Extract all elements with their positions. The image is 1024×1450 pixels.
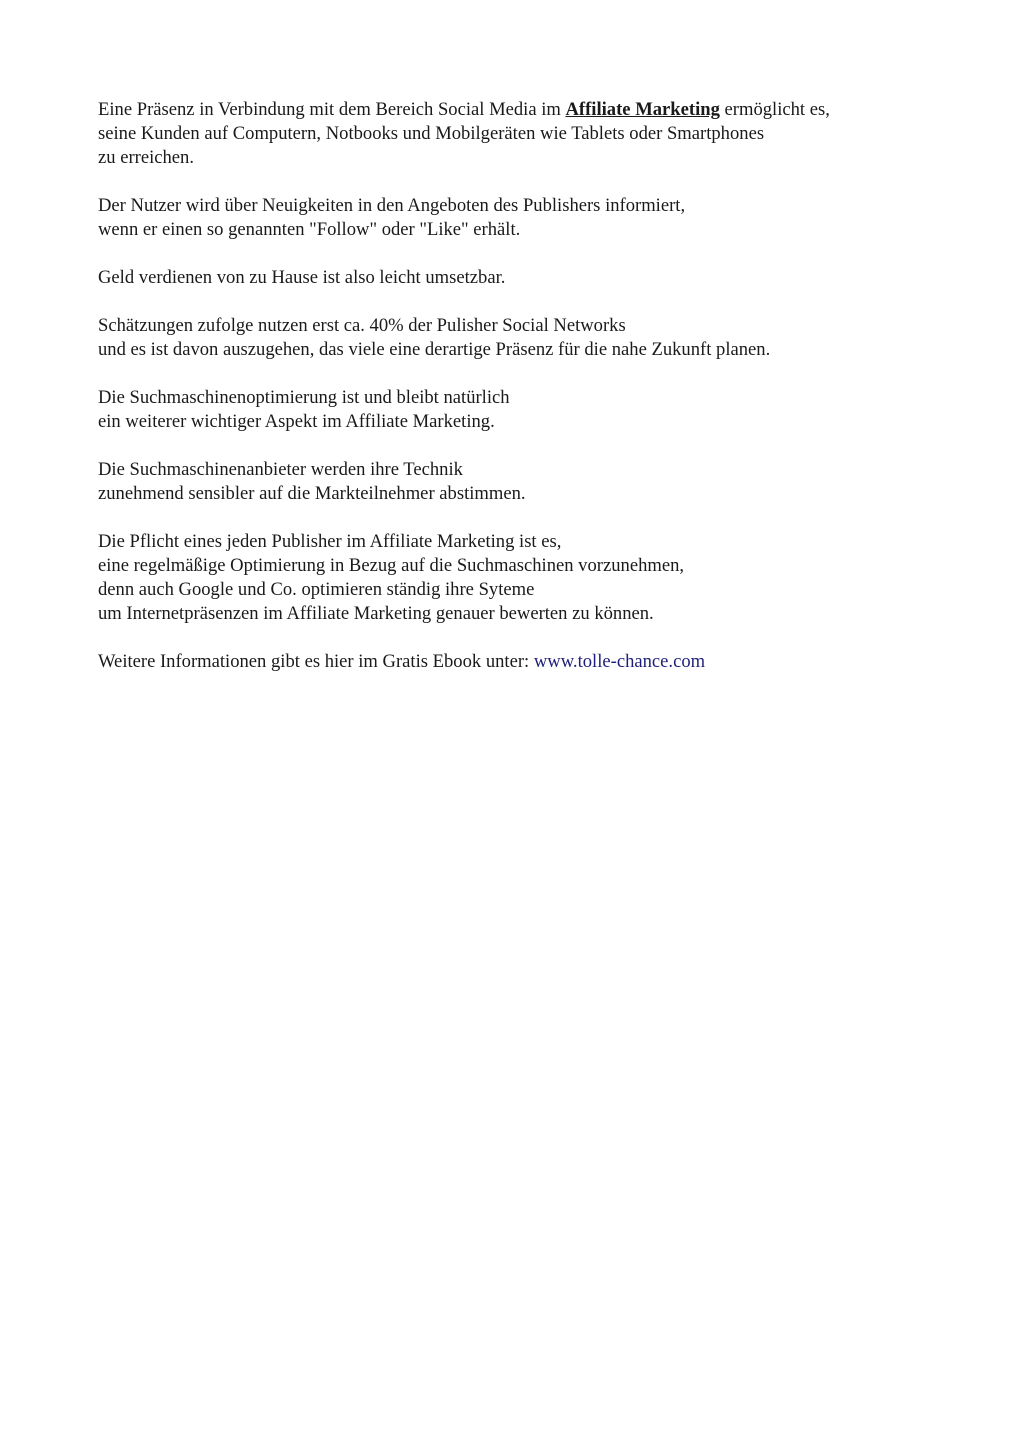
text-segment: Weitere Informationen gibt es hier im Gratis Ebook unter: (98, 651, 534, 672)
text-line: und es ist davon auszugehen, das viele eine derartige Präsenz für die nahe Zukunft planen. (98, 339, 771, 360)
paragraph-user-news (98, 194, 978, 242)
paragraph-earn-money (98, 266, 978, 290)
text-line: Die Suchmaschinenoptimierung ist und bleibt natürlich (98, 387, 510, 408)
text-line: wenn er einen so genannten "Follow" oder "Like" erhält. (98, 219, 521, 240)
affiliate-marketing-link[interactable]: Affiliate Marketing (565, 99, 720, 120)
text-line: Schätzungen zufolge nutzen erst ca. 40% der Pulisher Social Networks (98, 315, 626, 336)
document-body (98, 98, 978, 698)
text-line: ein weiterer wichtiger Aspekt im Affiliate Marketing. (98, 411, 495, 432)
text-line: Die Suchmaschinenanbieter werden ihre Technik (98, 459, 463, 480)
paragraph-social-media (98, 98, 978, 170)
text-line: Der Nutzer wird über Neuigkeiten in den Angeboten des Publishers informiert, (98, 195, 686, 216)
text-line: eine regelmäßige Optimierung in Bezug auf die Suchmaschinen vorzunehmen, (98, 555, 685, 576)
text-segment: ermöglicht es, (719, 99, 830, 120)
text-line: zu erreichen. (98, 147, 195, 168)
text-line: seine Kunden auf Computern, Notbooks und Mobilgeräten wie Tablets oder Smartphones (98, 123, 765, 144)
text-line (98, 650, 978, 674)
paragraph-more-info (98, 650, 978, 674)
paragraph-seo (98, 386, 978, 434)
paragraph-publisher-duty (98, 530, 978, 626)
paragraph-estimates (98, 314, 978, 362)
text-segment: Eine Präsenz in Verbindung mit dem Bereich Social Media im (98, 99, 566, 120)
text-line: um Internetpräsenzen im Affiliate Marketing genauer bewerten zu können. (98, 603, 654, 624)
paragraph-search-providers (98, 458, 978, 506)
text-line: zunehmend sensibler auf die Markteilnehmer abstimmen. (98, 483, 526, 504)
text-line (98, 98, 978, 122)
website-link[interactable]: www.tolle-chance.com (533, 651, 706, 672)
text-line: Die Pflicht eines jeden Publisher im Affiliate Marketing ist es, (98, 531, 562, 552)
text-line: Geld verdienen von zu Hause ist also leicht umsetzbar. (98, 267, 506, 288)
text-line: denn auch Google und Co. optimieren ständig ihre Syteme (98, 579, 535, 600)
